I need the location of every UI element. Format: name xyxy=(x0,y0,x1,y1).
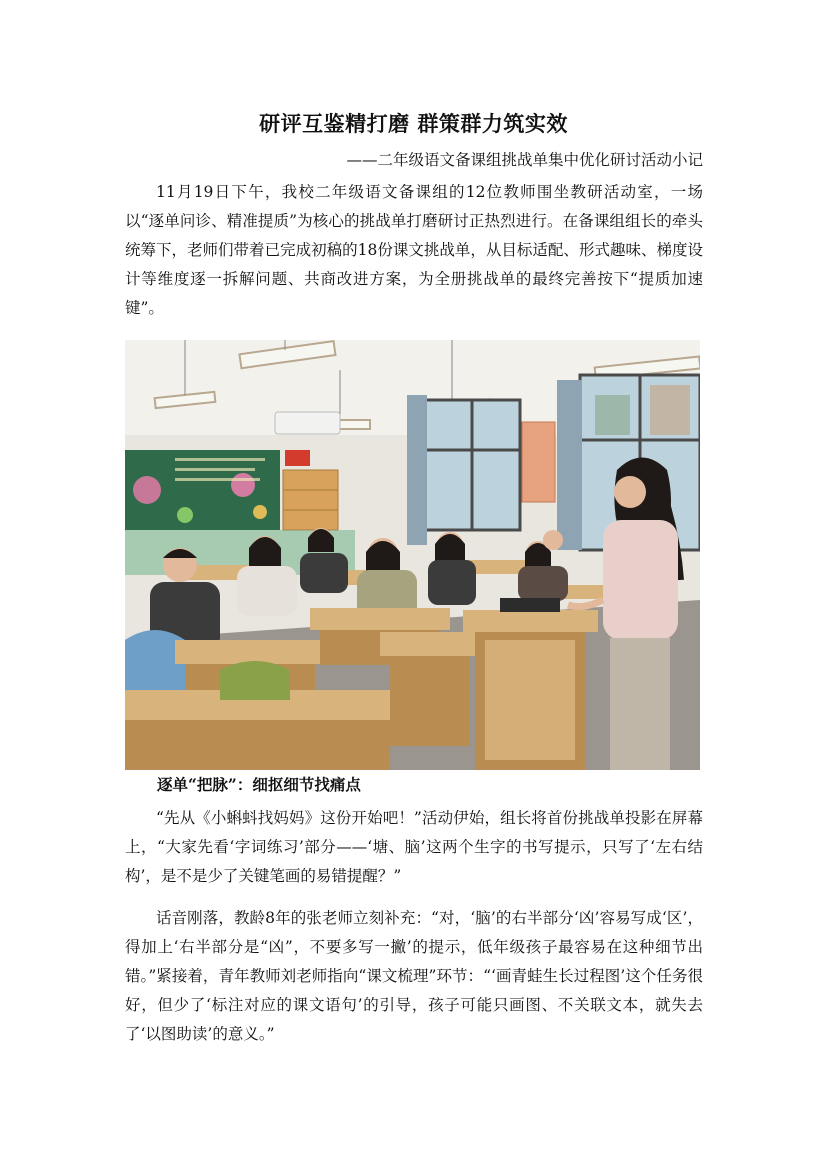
teacher-podium xyxy=(463,598,598,770)
section-paragraph-2: 话音刚落，教龄8年的张老师立刻补充：“对，‘脑’的右半部分‘凶’容易写成‘区’，得加上‘右半部分是“凶”，不要多写一撇’的提示，低年级孩子最容易在这种细节出错。”紧接着，青年教师刘老师指向“课文梳理”环节：“‘画青蛙生长过程图’这个任务很好，但少了‘标注对应的课文语句’的引导，孩子可能只画图、不关联文本，就失去了‘以图助读’的意义。” xyxy=(125,909,703,1043)
intro-paragraph: 11月19日下午，我校二年级语文备课组的12位教师围坐教研活动室，一场以“逐单问诊、精准提质”为核心的挑战单打磨研讨正热烈进行。在备课组组长的牵头统筹下，老师们带着已完成初稿的18份课文挑战单，从目标适配、形式趣味、梯度设计等维度逐一拆解问题、共商改进方案，为全册挑战单的最终完善按下“提质加速键”。 xyxy=(125,183,703,317)
article-subtitle: ——二年级语文备课组挑战单集中优化研讨活动小记 xyxy=(346,151,703,169)
section-heading: 逐单“把脉”：细抠细节找痛点 xyxy=(157,775,361,794)
green-cloth xyxy=(220,661,290,700)
curtain-left xyxy=(407,395,427,545)
air-conditioner xyxy=(275,412,340,434)
classroom-photo xyxy=(125,340,700,770)
article-title: 研评互鉴精打磨 群策群力筑实效 xyxy=(259,111,568,136)
curtain-right xyxy=(557,380,582,550)
wall-poster xyxy=(522,422,555,502)
class-blackboard xyxy=(125,450,280,530)
section-paragraph-1: “先从《小蝌蚪找妈妈》这份开始吧！”活动伊始，组长将首份挑战单投影在屏幕上，“大家先看‘字词练习’部分——‘塘、脑’这两个生字的书写提示，只写了‘左右结构’，是不是少了关键笔画的易错提醒？” xyxy=(125,809,703,885)
wall-flag xyxy=(285,450,310,466)
wall-shelf xyxy=(283,470,338,530)
classroom-photo-illustration xyxy=(125,340,700,770)
